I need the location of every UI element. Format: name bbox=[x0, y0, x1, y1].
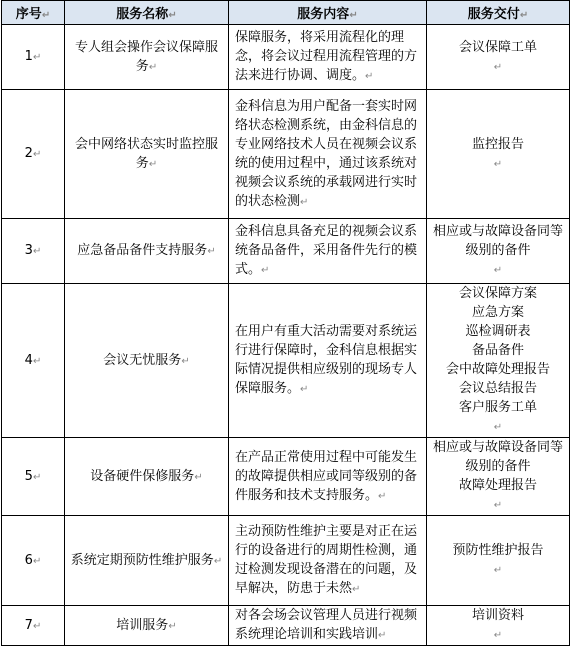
service-deliverables: 相应或与故障设备同等级别的备件 故障处理报告 ↵ bbox=[427, 438, 570, 516]
table-row bbox=[2, 25, 570, 90]
deliverable-item: 相应或与故障设备同等级别的备件 bbox=[432, 224, 563, 258]
service-name: 应急备品备件支持服务↵ bbox=[65, 219, 229, 284]
row-number-text: 4 bbox=[24, 352, 33, 368]
service-deliverables: 会议保障工单 ↵ bbox=[427, 25, 570, 90]
service-content: 金科信息具备充足的视频会议系统备品备件，采用备件先行的模式。↵ bbox=[229, 219, 427, 284]
row-number-text: 1 bbox=[24, 49, 33, 64]
service-content-text: 金科信息具备充足的视频会议系统备品备件，采用备件先行的模式。 bbox=[235, 224, 418, 277]
header-name: 服务名称↵ bbox=[65, 1, 229, 25]
service-name: 系统定期预防性维护服务↵ bbox=[65, 516, 229, 606]
row-number: 2↵ bbox=[2, 90, 65, 219]
deliverable-item: 应急方案 bbox=[471, 305, 524, 320]
table-row bbox=[2, 219, 570, 284]
service-name-text: 会中网络状态实时监控服务 bbox=[74, 136, 218, 171]
row-number: 7↵ bbox=[2, 606, 65, 646]
row-number: 1↵ bbox=[2, 25, 65, 90]
service-content: 保障服务，将采用流程化的理念，将会议过程用流程管理的方法来进行协调、调度。↵ bbox=[229, 25, 427, 90]
header-content: 服务内容↵ bbox=[229, 1, 427, 25]
service-table bbox=[1, 0, 570, 646]
service-content: 主动预防性维护主要是对正在运行的设备进行的周期性检测，通过检测发现设备潜在的问题，及早解决，防患于未然↵ bbox=[229, 516, 427, 606]
deliverable-item: 备品备件 bbox=[471, 343, 524, 358]
service-content: 金科信息为用户配备一套实时网络状态检测系统，由金科信息的专业网络技术人员在视频会议系统的使用过程中，通过该系统对视频会议系统的承载网进行实时的状态检测↵ bbox=[229, 90, 427, 219]
table-row bbox=[2, 90, 570, 219]
table-header-row bbox=[2, 1, 570, 25]
service-content: 在产品正常使用过程中可能发生的故障提供相应或同等级别的备件服务和技术支持服务。↵ bbox=[229, 438, 427, 516]
deliverable-item: 会议保障方案 bbox=[458, 286, 537, 301]
service-name-text: 系统定期预防性维护服务 bbox=[70, 552, 214, 568]
service-name-text: 培训服务 bbox=[116, 617, 169, 633]
table-row bbox=[2, 438, 570, 516]
service-deliverables: 会议保障方案 应急方案 巡检调研表 备品备件 会中故障处理报告 会议总结报告 客户服务工单 ↵ bbox=[427, 284, 570, 438]
service-deliverables: 监控报告 ↵ bbox=[427, 90, 570, 219]
deliverable-item: 培训资料 bbox=[471, 608, 524, 623]
deliverable-item: 预防性维护报告 bbox=[452, 543, 544, 558]
row-number: 6↵ bbox=[2, 516, 65, 606]
service-content-text: 保障服务，将采用流程化的理念，将会议过程用流程管理的方法来进行协调、调度。 bbox=[235, 30, 418, 83]
service-name-text: 设备硬件保修服务 bbox=[90, 468, 195, 484]
service-name: 培训服务↵ bbox=[65, 606, 229, 646]
service-name: 会中网络状态实时监控服务↵ bbox=[65, 90, 229, 219]
row-number: 3↵ bbox=[2, 219, 65, 284]
service-content: 对各会场会议管理人员进行视频系统理论培训和实践培训↵ bbox=[229, 606, 427, 646]
service-content-text: 在用户有重大活动需要对系统运行进行保障时，金科信息根据实际情况提供相应级别的现场专人保障服务。 bbox=[235, 324, 418, 396]
service-deliverables: 预防性维护报告 ↵ bbox=[427, 516, 570, 606]
service-name: 设备硬件保修服务↵ bbox=[65, 438, 229, 516]
service-name-text: 会议无忧服务 bbox=[103, 352, 182, 368]
table-row bbox=[2, 284, 570, 438]
service-content-text: 金科信息为用户配备一套实时网络状态检测系统，由金科信息的专业网络技术人员在视频会议系统的使用过程中，通过该系统对视频会议系统的承载网进行实时的状态检测 bbox=[235, 98, 418, 209]
service-content: 在用户有重大活动需要对系统运行进行保障时，金科信息根据实际情况提供相应级别的现场专人保障服务。↵ bbox=[229, 284, 427, 438]
header-deliverable: 服务交付↵ bbox=[427, 1, 570, 25]
service-name-text: 应急备品备件支持服务 bbox=[77, 243, 208, 258]
deliverable-item: 会议总结报告 bbox=[458, 381, 537, 396]
deliverable-item: 巡检调研表 bbox=[465, 324, 531, 339]
row-number-text: 5 bbox=[24, 468, 33, 484]
row-number-text: 6 bbox=[24, 552, 33, 568]
deliverable-item: 相应或与故障设备同等级别的备件 bbox=[432, 440, 563, 474]
row-number-text: 2 bbox=[24, 146, 33, 161]
deliverable-item: 客户服务工单 bbox=[458, 400, 537, 415]
header-no: 序号↵ bbox=[2, 1, 65, 25]
deliverable-item: 会中故障处理报告 bbox=[445, 362, 550, 377]
service-name: 会议无忧服务↵ bbox=[65, 284, 229, 438]
row-number: 5↵ bbox=[2, 438, 65, 516]
service-deliverables: 相应或与故障设备同等级别的备件 ↵ bbox=[427, 219, 570, 284]
row-number-text: 3 bbox=[24, 243, 33, 258]
service-content-text: 主动预防性维护主要是对正在运行的设备进行的周期性检测，通过检测发现设备潜在的问题，及早解决，防患于未然 bbox=[235, 524, 418, 596]
service-deliverables: 培训资料 ↵ bbox=[427, 606, 570, 646]
service-content-text: 在产品正常使用过程中可能发生的故障提供相应或同等级别的备件服务和技术支持服务。 bbox=[235, 449, 418, 503]
deliverable-item: 会议保障工单 bbox=[458, 39, 537, 55]
service-name-text: 专人组会操作会议保障服务 bbox=[74, 39, 218, 74]
table-row bbox=[2, 516, 570, 606]
row-number-text: 7 bbox=[24, 617, 33, 633]
deliverable-item: 监控报告 bbox=[471, 136, 524, 152]
table-row bbox=[2, 606, 570, 646]
service-name: 专人组会操作会议保障服务↵ bbox=[65, 25, 229, 90]
row-number: 4↵ bbox=[2, 284, 65, 438]
deliverable-item: 故障处理报告 bbox=[458, 478, 537, 493]
service-content-text: 对各会场会议管理人员进行视频系统理论培训和实践培训 bbox=[235, 608, 418, 642]
